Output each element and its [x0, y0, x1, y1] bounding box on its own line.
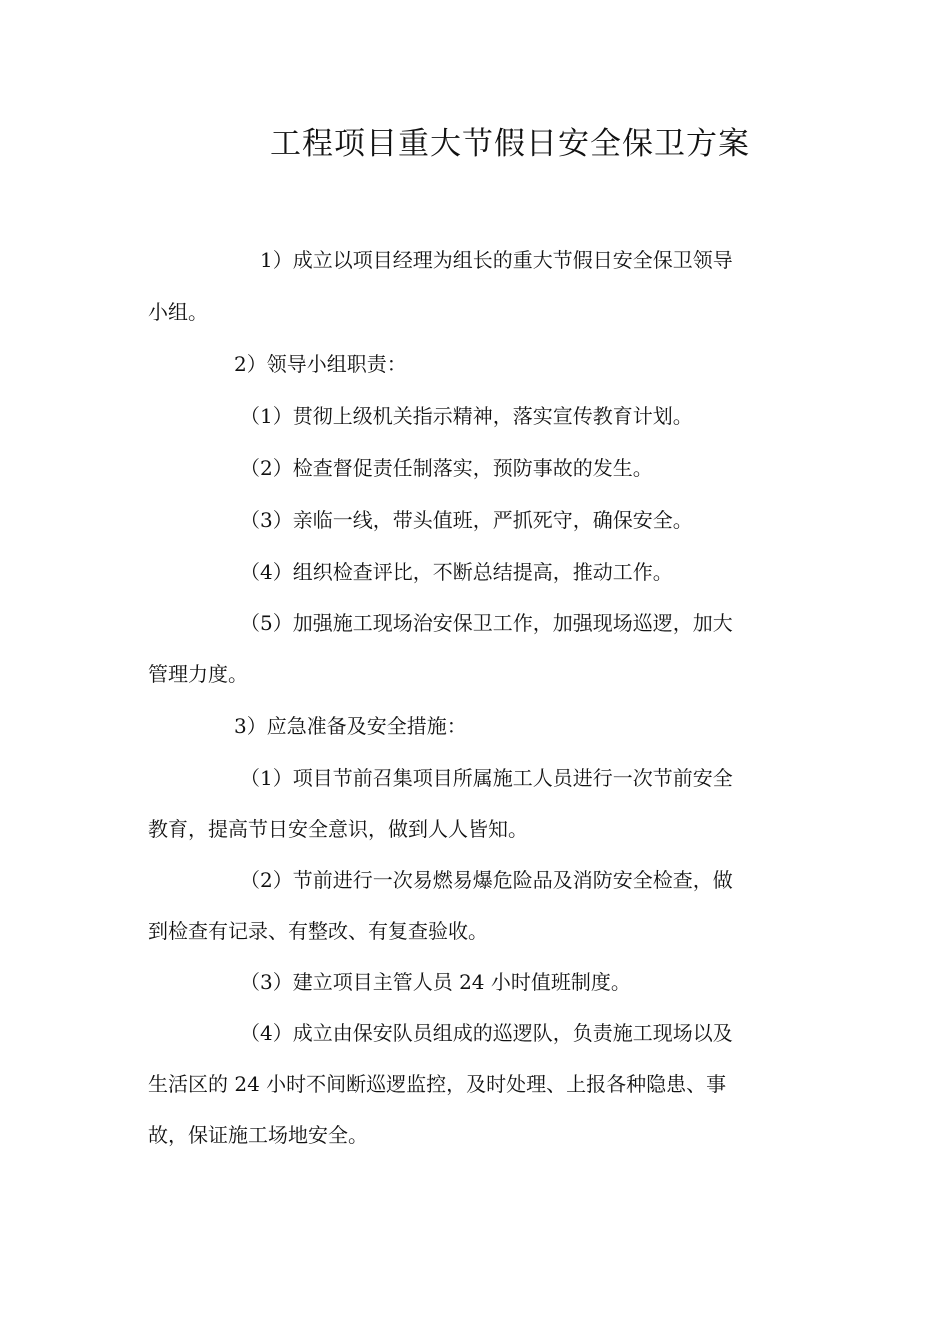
list-item: （2）检查督促责任制落实，预防事故的发生。	[240, 456, 653, 480]
list-item: （4）成立由保安队员组成的巡逻队，负责施工现场以及	[240, 1021, 733, 1045]
paragraph-line: 管理力度。	[148, 662, 248, 686]
paragraph-line: 到检查有记录、有整改、有复查验收。	[148, 919, 488, 943]
list-item: （4）组织检查评比，不断总结提高，推动工作。	[240, 560, 673, 584]
paragraph-line: 1）成立以项目经理为组长的重大节假日安全保卫领导	[260, 248, 733, 272]
paragraph-line: 小组。	[148, 300, 208, 324]
list-item: （3）亲临一线，带头值班，严抓死守，确保安全。	[240, 508, 693, 532]
list-item: （5）加强施工现场治安保卫工作，加强现场巡逻，加大	[240, 611, 733, 635]
paragraph-line: 生活区的 24 小时不间断巡逻监控，及时处理、上报各种隐患、事	[148, 1072, 727, 1096]
document-title: 工程项目重大节假日安全保卫方案	[270, 126, 750, 162]
list-item: （1）项目节前召集项目所属施工人员进行一次节前安全	[240, 766, 733, 790]
paragraph-line: 故，保证施工场地安全。	[148, 1123, 368, 1147]
section-heading: 2）领导小组职责：	[234, 352, 407, 376]
list-item: （3）建立项目主管人员 24 小时值班制度。	[240, 970, 631, 994]
paragraph-line: 教育，提高节日安全意识，做到人人皆知。	[148, 817, 528, 841]
list-item: （2）节前进行一次易燃易爆危险品及消防安全检查，做	[240, 868, 733, 892]
list-item: （1）贯彻上级机关指示精神，落实宣传教育计划。	[240, 404, 693, 428]
section-heading: 3）应急准备及安全措施：	[234, 714, 467, 738]
